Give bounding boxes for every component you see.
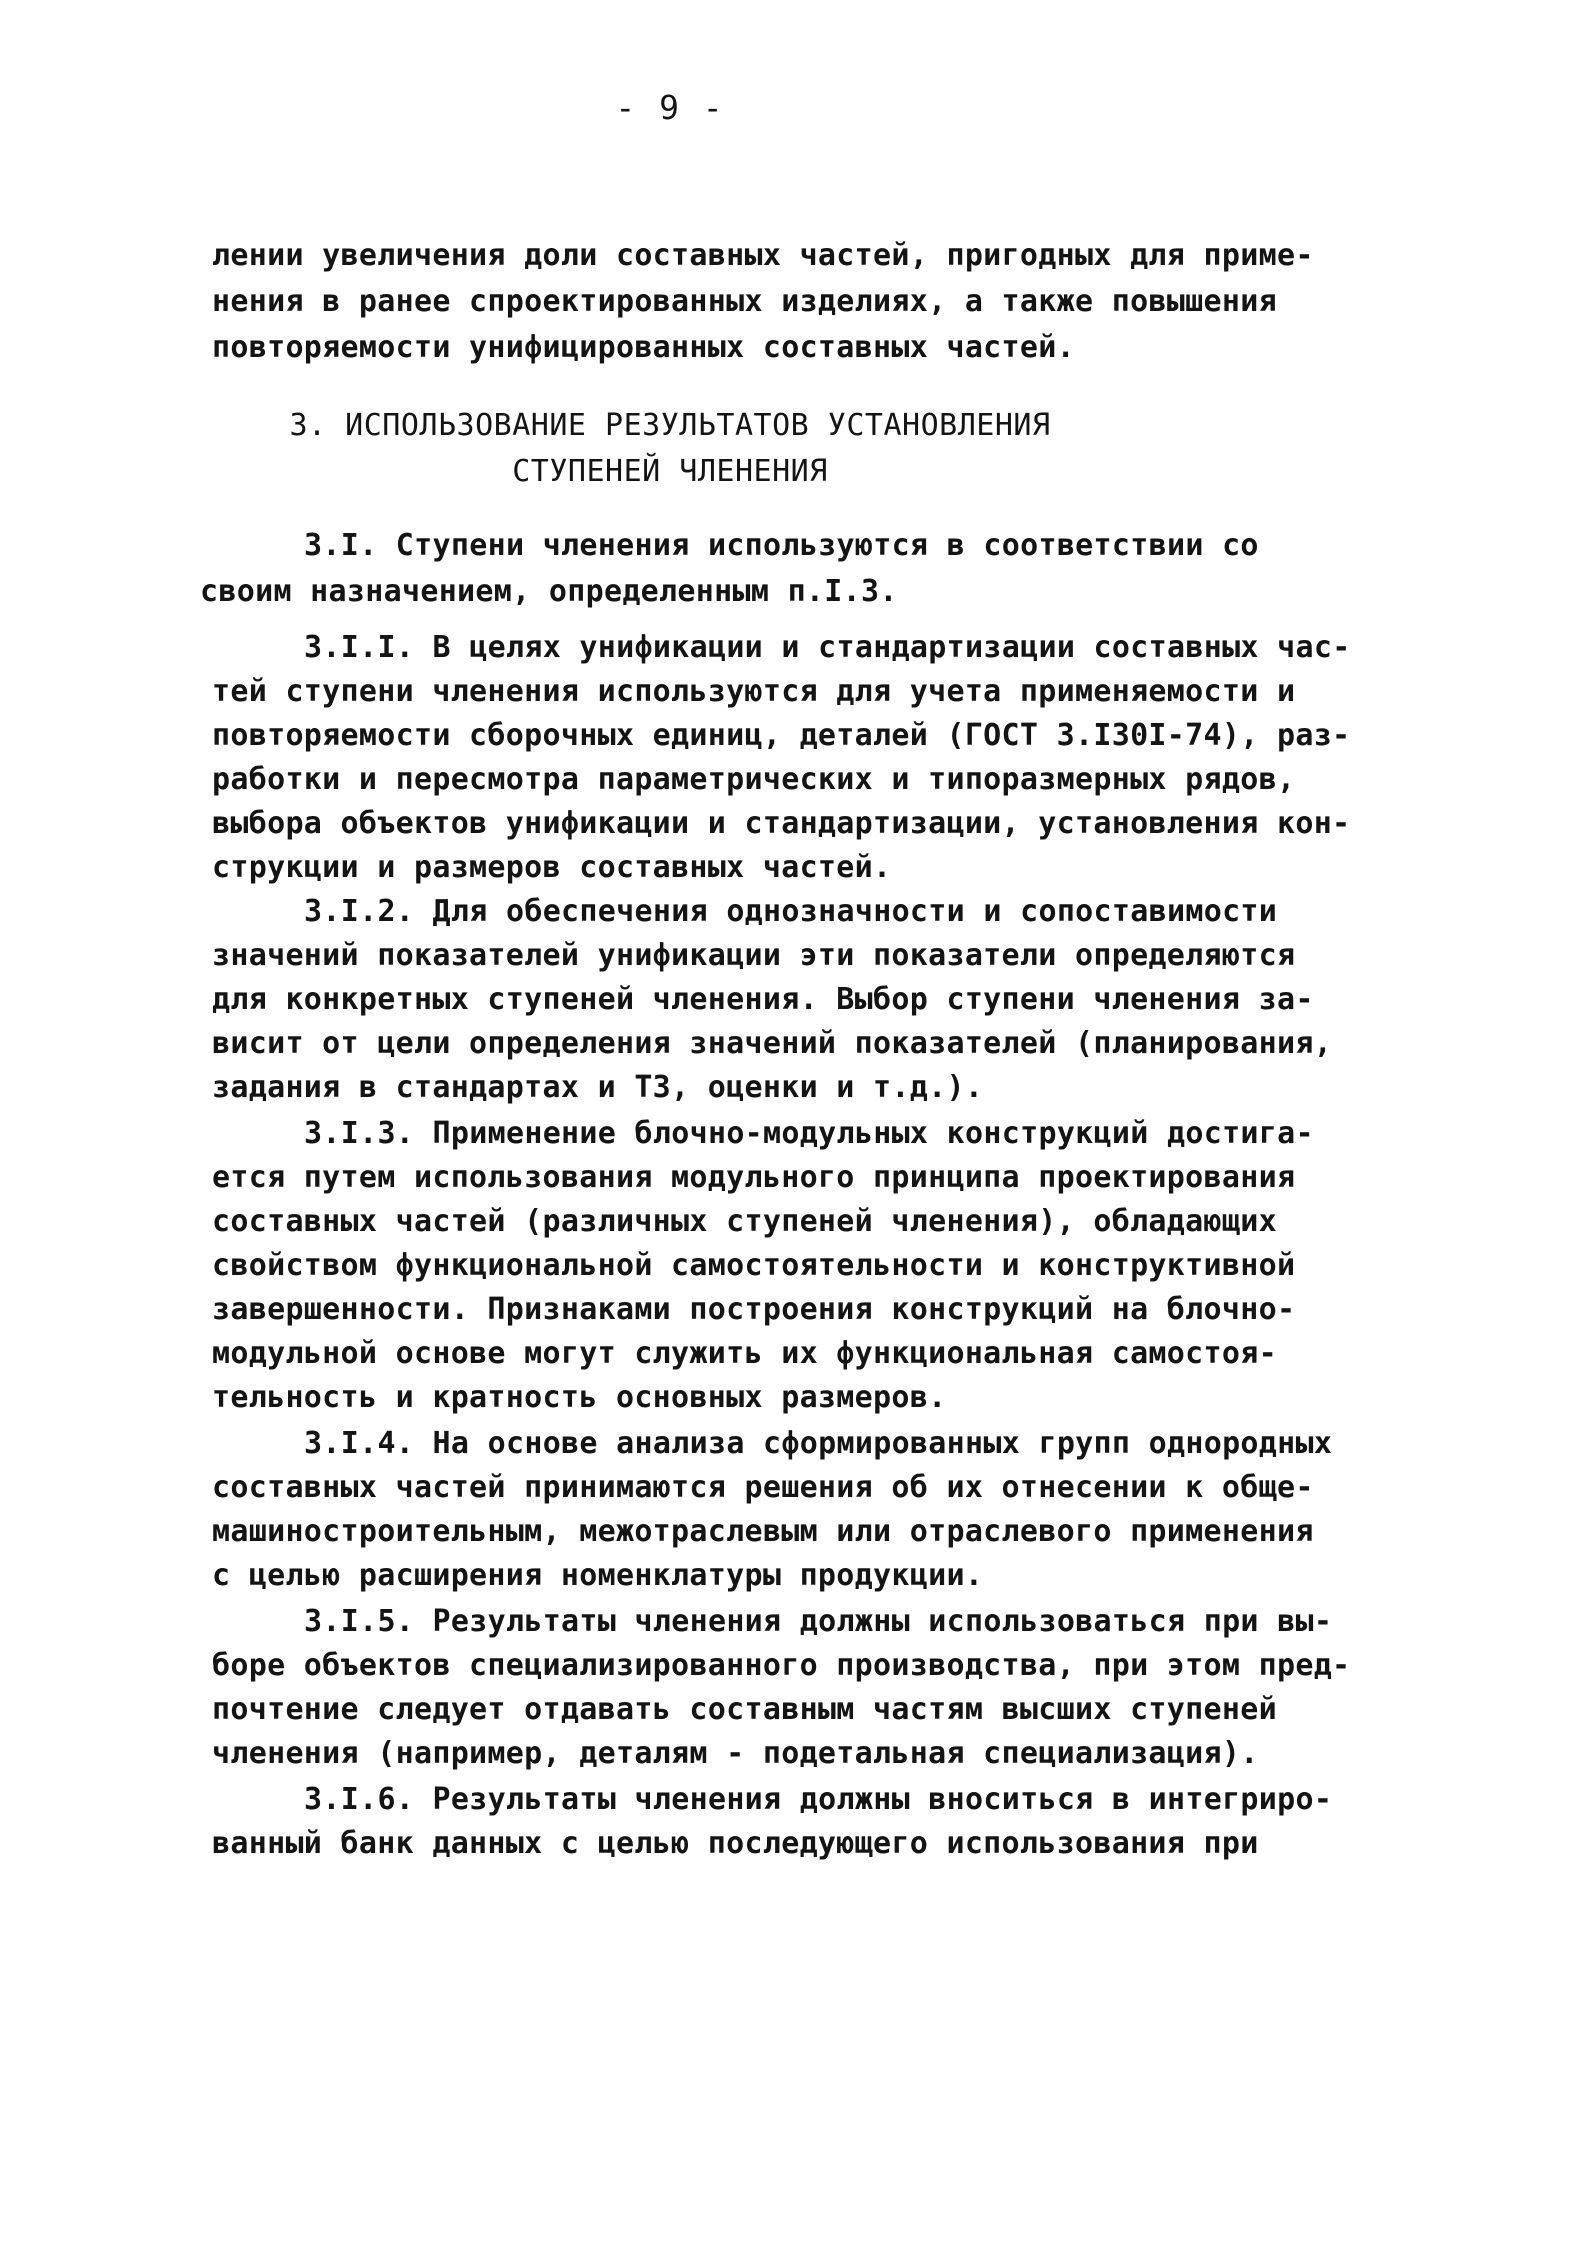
paragraph-line: 3.I.6. Результаты членения должны вноситься в интегриро- — [304, 1782, 1333, 1817]
paragraph-line: 3.I.2. Для обеспечения однозначности и сопоставимости — [304, 894, 1278, 929]
paragraph-line: машиностроительным, межотраслевым или отраслевого применения — [212, 1514, 1314, 1549]
section-heading-continuation: СТУПЕНЕЙ ЧЛЕНЕНИЯ — [512, 454, 828, 489]
text-line: нения в ранее спроектированных изделиях, а также повышения — [212, 284, 1277, 319]
paragraph-line: модульной основе могут служить их функциональная самостоя- — [212, 1336, 1277, 1371]
paragraph-line: 3.I.5. Результаты членения должны использоваться при вы- — [304, 1604, 1333, 1639]
paragraph-line: струкции и размеров составных частей. — [212, 850, 892, 885]
paragraph-line: ванный банк данных с целью последующего использования при — [212, 1826, 1259, 1861]
paragraph-line: 3.I. Ступени членения используются в соответствии со — [304, 528, 1259, 563]
paragraph-line: с целью расширения номенклатуры продукции. — [212, 1558, 984, 1593]
paragraph-line: почтение следует отдавать составным частям высших ступеней — [212, 1692, 1277, 1727]
paragraph-line: 3.I.I. В целях унификации и стандартизации составных час- — [304, 630, 1351, 665]
paragraph-line: 3.I.3. Применение блочно-модульных конструкций достига- — [304, 1116, 1314, 1151]
paragraph-line: висит от цели определения значений показателей (планирования, — [212, 1026, 1333, 1061]
paragraph-line: задания в стандартах и ТЗ, оценки и т.д.). — [212, 1070, 984, 1105]
paragraph-line: составных частей (различных ступеней членения), обладающих — [212, 1204, 1277, 1239]
paragraph-line: тельность и кратность основных размеров. — [212, 1380, 947, 1415]
paragraph-line: составных частей принимаются решения об их отнесении к обще- — [212, 1470, 1314, 1505]
paragraph-line: выбора объектов унификации и стандартизации, установления кон- — [212, 806, 1351, 841]
paragraph-line: работки и пересмотра параметрических и типоразмерных рядов, — [212, 762, 1296, 797]
paragraph-line: своим назначением, определенным п.I.3. — [200, 574, 898, 609]
paragraph-line: значений показателей унификации эти показатели определяются — [212, 938, 1296, 973]
paragraph-line: повторяемости сборочных единиц, деталей (ГОСТ 3.I30I-74), раз- — [212, 718, 1351, 753]
paragraph-line: 3.I.4. На основе анализа сформированных групп однородных — [304, 1426, 1333, 1461]
paragraph-line: завершенности. Признаками построения конструкций на блочно- — [212, 1292, 1296, 1327]
paragraph-line: ется путем использования модульного принципа проектирования — [212, 1160, 1296, 1195]
section-heading: 3. ИСПОЛЬЗОВАНИЕ РЕЗУЛЬТАТОВ УСТАНОВЛЕНИЯ — [289, 408, 1051, 443]
paragraph-line: свойством функциональной самостоятельности и конструктивной — [212, 1248, 1296, 1283]
text-line: повторяемости унифицированных составных частей. — [212, 330, 1075, 365]
text-line: лении увеличения доли составных частей, пригодных для приме- — [212, 238, 1314, 273]
page-number: - 9 - — [615, 88, 725, 127]
paragraph-line: членения (например, деталям - подетальная специализация). — [212, 1736, 1259, 1771]
paragraph-line: для конкретных ступеней членения. Выбор ступени членения за- — [212, 982, 1314, 1017]
paragraph-line: тей ступени членения используются для учета применяемости и — [212, 674, 1296, 709]
paragraph-line: боре объектов специализированного производства, при этом пред- — [212, 1648, 1351, 1683]
